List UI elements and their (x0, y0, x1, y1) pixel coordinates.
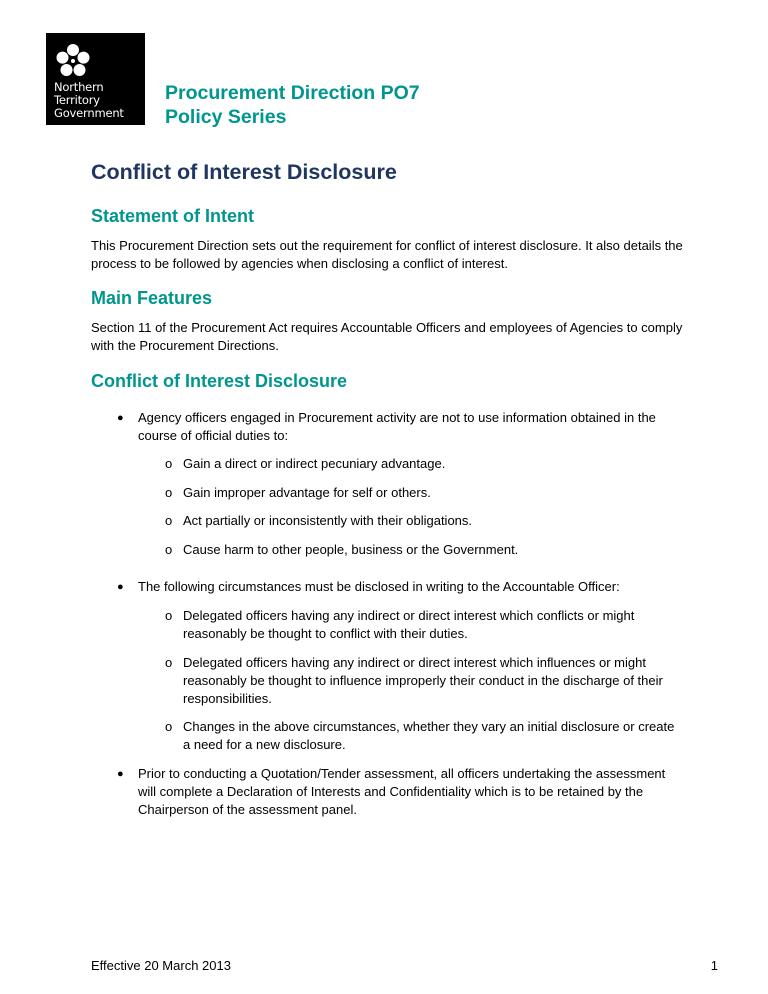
heading-statement-of-intent: Statement of Intent (91, 206, 255, 226)
circle-bullet-icon: o (165, 513, 173, 528)
bullet-icon: ● (117, 581, 124, 593)
circle-bullet-icon: o (165, 655, 173, 670)
sub-list-item: o Changes in the above circumstances, whether they vary an initial disclosure or create a need for a new disclosure. (165, 719, 675, 752)
bullet-icon: ● (117, 768, 124, 780)
circle-bullet-icon: o (165, 456, 173, 471)
list-item: ● Agency officers engaged in Procurement activity are not to use information obtained in the course of official duties to: (117, 410, 656, 443)
sub-list-item: o Delegated officers having any indirect or direct interest which influences or might reasonably be thought to influence improperly their conduct in the discharge of their responsibilities. (165, 655, 663, 706)
series-line-2: Policy Series (165, 106, 287, 128)
circle-bullet-icon: o (165, 542, 173, 557)
bullet-icon: ● (117, 412, 124, 424)
circle-bullet-icon: o (165, 719, 173, 734)
list-item: ● The following circumstances must be disclosed in writing to the Accountable Officer: (117, 579, 620, 594)
circle-bullet-icon: o (165, 608, 173, 623)
effective-date: Effective 20 March 2013 (91, 958, 231, 973)
list-item: ● Prior to conducting a Quotation/Tender assessment, all officers undertaking the assessment will complete a Declaration of Interests and Confidentiality which is to be retained by the Chairperson of the assessment panel. (117, 766, 666, 817)
page-number: 1 (710, 958, 718, 973)
intent-paragraph: This Procurement Direction sets out the requirement for conflict of interest disclosure. It also details the process to be followed by agencies when disclosing a conflict of interest. (91, 238, 683, 271)
desert-rose-icon (55, 43, 91, 79)
sub-list-item: o Act partially or inconsistently with their obligations. (165, 513, 473, 528)
logo-wordmark: Northern Territory Government (54, 80, 124, 120)
page-title: Conflict of Interest Disclosure (91, 160, 397, 184)
heading-conflict-disclosure: Conflict of Interest Disclosure (91, 371, 348, 391)
nt-government-logo (46, 33, 145, 125)
sub-list-item: o Delegated officers having any indirect or direct interest which conflicts or might reasonably be thought to conflict with their duties. (165, 608, 635, 641)
circle-bullet-icon: o (165, 485, 173, 500)
sub-list-item: o Gain improper advantage for self or others. (165, 485, 431, 500)
series-line-1: Procurement Direction PO7 (165, 82, 420, 104)
sub-list-item: o Gain a direct or indirect pecuniary advantage. (165, 456, 446, 471)
features-paragraph: Section 11 of the Procurement Act requires Accountable Officers and employees of Agencies to comply with the Procurement Directions. (91, 320, 683, 353)
document-series-header (165, 81, 420, 129)
heading-main-features: Main Features (91, 288, 213, 308)
sub-list-item: o Cause harm to other people, business or the Government. (165, 542, 519, 557)
